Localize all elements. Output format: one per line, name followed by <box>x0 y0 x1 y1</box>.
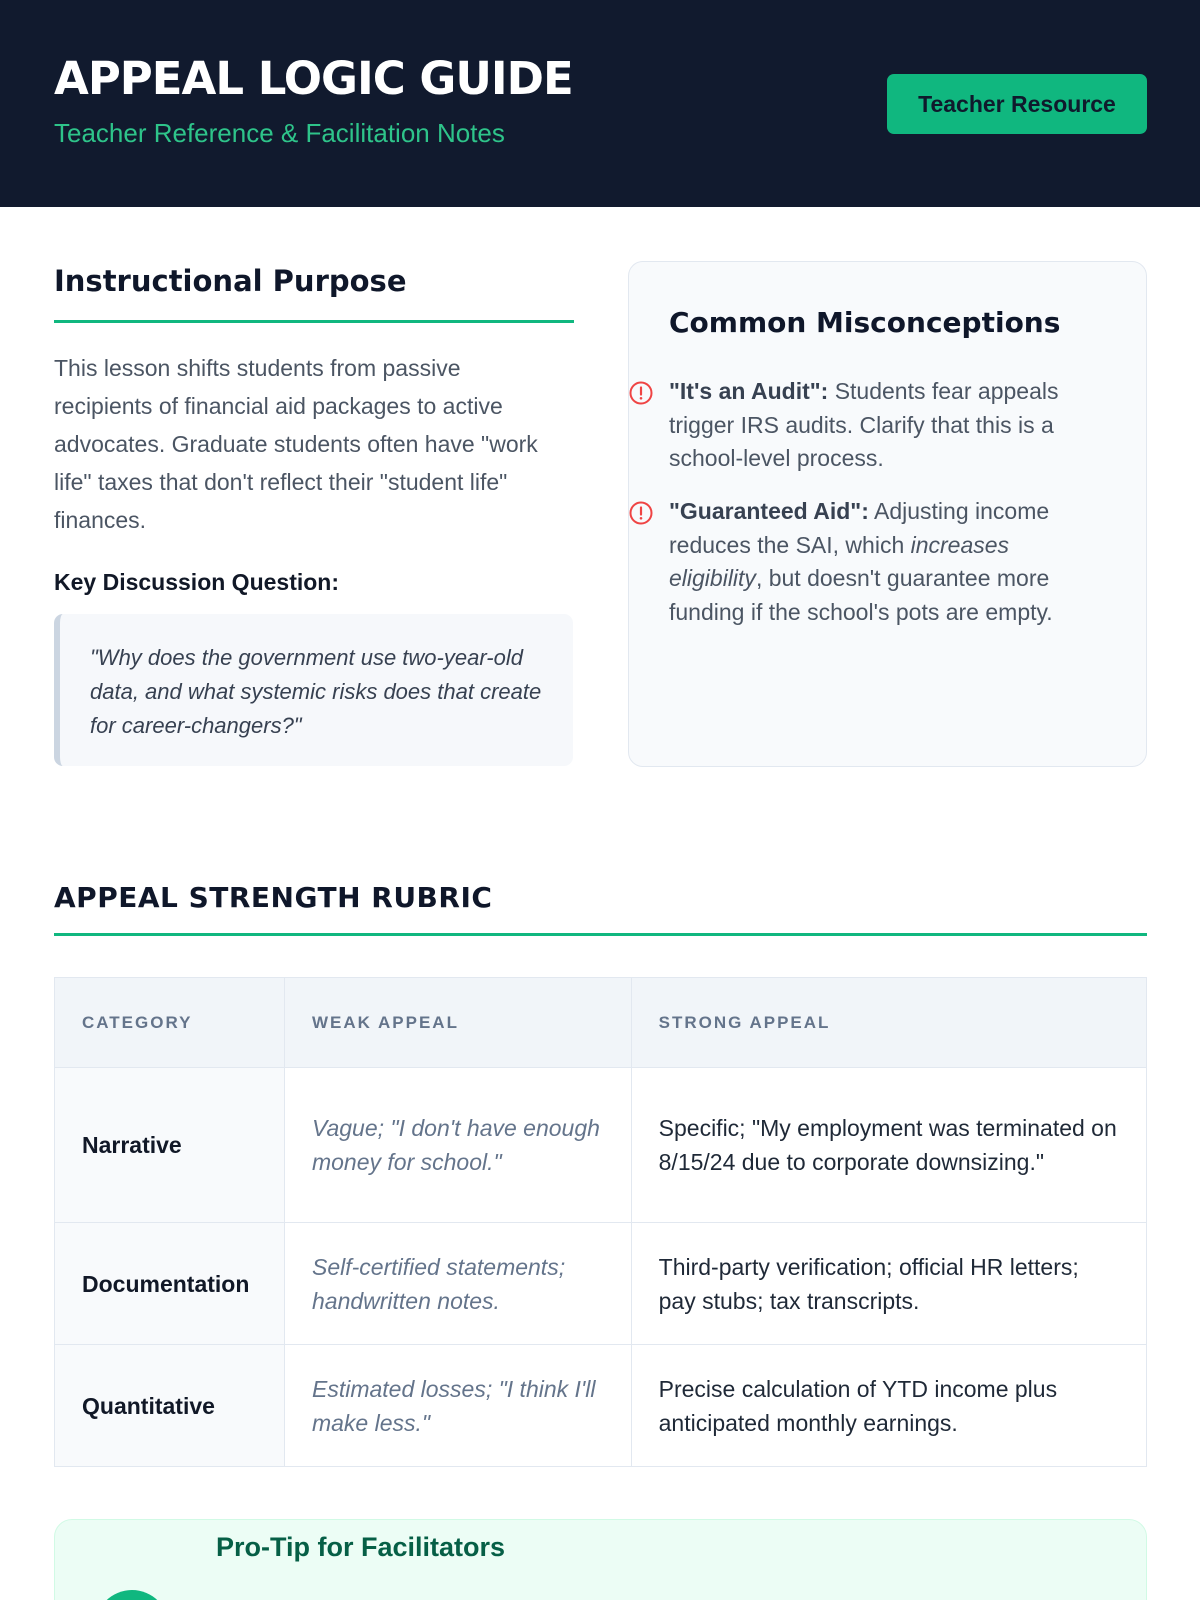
discussion-question-quote <box>54 614 573 766</box>
column-header-category: CATEGORY <box>55 978 285 1068</box>
teacher-resource-badge: Teacher Resource <box>887 74 1147 134</box>
table-row <box>55 1345 1147 1467</box>
strong-appeal-cell: Precise calculation of YTD income plus anticipated monthly earnings. <box>631 1345 1146 1467</box>
category-cell: Narrative <box>55 1068 285 1223</box>
rubric-heading: APPEAL STRENGTH RUBRIC <box>54 881 493 914</box>
table-row <box>55 1068 1147 1223</box>
pro-tip-icon <box>95 1590 169 1600</box>
pro-tip-box <box>54 1519 1147 1600</box>
misconception-title: "It's an Audit": <box>669 378 829 404</box>
weak-appeal-cell: Estimated losses; "I think I'll make less." <box>284 1345 631 1467</box>
discussion-question-text: "Why does the government use two-year-old data, and what systemic risks does that create for career-changers?" <box>90 645 542 738</box>
misconceptions-heading: Common Misconceptions <box>669 306 1061 339</box>
column-header-weak-appeal: WEAK APPEAL <box>284 978 631 1068</box>
page-subtitle: Teacher Reference & Facilitation Notes <box>54 118 505 148</box>
category-cell: Documentation <box>55 1223 285 1345</box>
misconception-text: Students fear appeals trigger IRS audits. Clarify that this is a school-level process. <box>669 378 1059 471</box>
misconception-title: "Guaranteed Aid": <box>669 498 869 524</box>
table-header-row <box>55 978 1147 1068</box>
page-header <box>0 0 1200 207</box>
rubric-divider <box>54 933 1147 936</box>
weak-appeal-cell: Vague; "I don't have enough money for school." <box>284 1068 631 1223</box>
misconception-item <box>669 375 1099 476</box>
alert-circle-icon <box>629 381 653 405</box>
alert-circle-icon <box>629 501 653 525</box>
strong-appeal-cell: Specific; "My employment was terminated on 8/15/24 due to corporate downsizing." <box>631 1068 1146 1223</box>
misconception-emphasis: increases eligibility <box>669 531 1010 591</box>
page-title: APPEAL LOGIC GUIDE <box>54 52 573 105</box>
column-header-strong-appeal: STRONG APPEAL <box>631 978 1146 1068</box>
purpose-paragraph: This lesson shifts students from passive recipients of financial aid packages to active advocates. Graduate students often have "work life" taxes that don't reflect their "student life" finances. <box>54 355 538 533</box>
appeal-strength-rubric-table <box>54 977 1147 1467</box>
misconception-text: Adjusting income reduces the SAI, which <box>669 498 1050 558</box>
misconception-item <box>669 495 1099 629</box>
key-discussion-question-label: Key Discussion Question: <box>54 569 340 595</box>
instructional-purpose-heading: Instructional Purpose <box>54 264 407 298</box>
purpose-divider <box>54 320 574 323</box>
misconception-text-continued: , but doesn't guarantee more funding if the school's pots are empty. <box>669 565 1053 625</box>
weak-appeal-cell: Self-certified statements; handwritten notes. <box>284 1223 631 1345</box>
table-row <box>55 1223 1147 1345</box>
pro-tip-title: Pro-Tip for Facilitators <box>216 1532 506 1562</box>
category-cell: Quantitative <box>55 1345 285 1467</box>
misconceptions-card <box>628 261 1147 767</box>
strong-appeal-cell: Third-party verification; official HR letters; pay stubs; tax transcripts. <box>631 1223 1146 1345</box>
